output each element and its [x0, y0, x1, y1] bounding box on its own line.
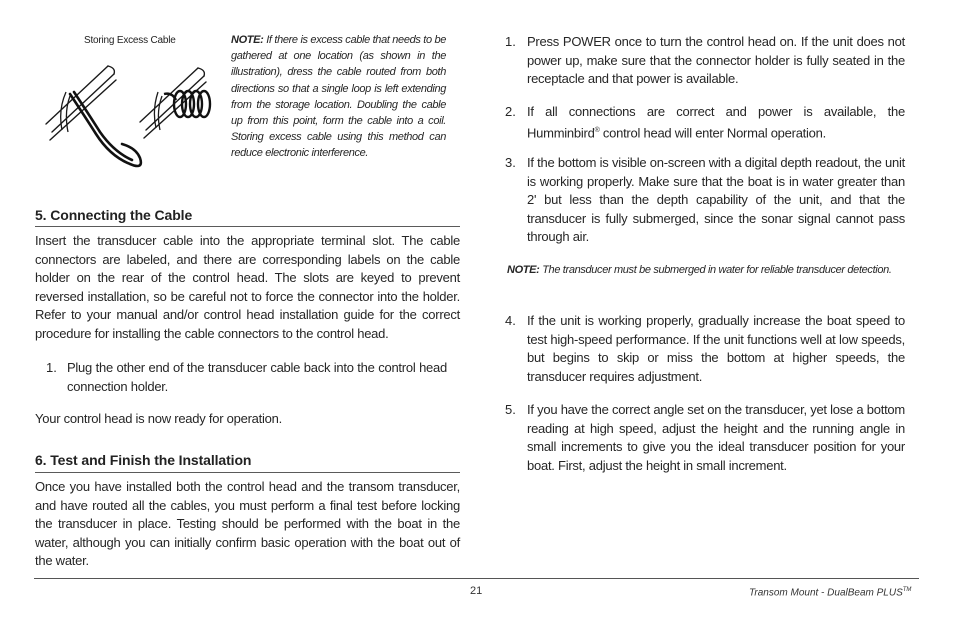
step-high-speed-test: If the unit is working properly, gradually increase the boat speed to test high-speed performance. If the unit functions well at low speeds, but begins to skip or miss the bottom at higher speeds, the transducer requires adjustment. [527, 313, 905, 384]
note-text: The transducer must be submerged in water for reliable transducer detection. [539, 264, 892, 276]
footer-title-text: Transom Mount - DualBeam PLUS [749, 587, 903, 599]
step-number: 4. [505, 313, 516, 328]
footer-title [749, 587, 911, 598]
note-label: NOTE: [507, 264, 540, 276]
cable-clips [61, 92, 162, 132]
step-adjust-height: If you have the correct angle set on the transducer, yet lose a bottom reading at high speed, adjust the height and the running angle in small increments to give you the ideal transducer position for your boat. First, adjust the height in small increment. [527, 402, 905, 473]
step-press-power: Press POWER once to turn the control head on. If the unit does not power up, make sure that the connector holder is fully seated in the receptacle and that power is available. [527, 34, 905, 87]
footer-divider [34, 578, 919, 579]
registered-mark: ® [594, 126, 600, 134]
section-heading-test-finish: 6. Test and Finish the Installation [35, 452, 252, 468]
note-label: NOTE: [231, 34, 264, 46]
page-number: 21 [470, 585, 483, 597]
cable-storage-illustration [40, 52, 220, 182]
note-text: If there is excess cable that needs to be gathered at one location (as shown in the illustration), dress the cable routed from both directions so that a single loop is left extending from the storage location. Doubling the cable up from this point, form the cable into a coil. Storing excess cable using this method can reduce electronic interference. [231, 34, 446, 160]
step-number: 1. [46, 360, 57, 375]
trademark-mark: TM [902, 587, 912, 593]
paragraph-ready: Your control head is now ready for operation. [35, 411, 282, 426]
step-text: control head will enter Normal operation. [599, 124, 827, 140]
step-number: 2. [505, 104, 516, 119]
figure-caption: Storing Excess Cable [84, 35, 176, 46]
heading-divider [35, 472, 460, 473]
step-number: 1. [505, 34, 516, 49]
step-connections-correct [527, 103, 905, 143]
note-transducer-submerged [507, 262, 905, 278]
heading-divider [35, 226, 460, 227]
step-bottom-visible: If the bottom is visible on-screen with a digital depth readout, the unit is working properly. Make sure that the boat is in water greater than 2' but less than the depth capability of the unit, and that the transducer is fully submerged, since the sonar signal cannot pass through air. [527, 155, 905, 245]
note-excess-cable [231, 32, 446, 162]
section-heading-connecting-cable: 5. Connecting the Cable [35, 207, 193, 223]
cable-single-loop [70, 92, 141, 166]
step-number: 3. [505, 155, 516, 170]
paragraph-test-finish: Once you have installed both the control head and the transom transducer, and have routed all the cables, you must perform a final test before locking the transducer in place. Testing should be performed with the boat in the water, although you can initially confirm basic operation with the boat out of the water. [35, 479, 460, 569]
step-plug-cable: Plug the other end of the transducer cable back into the control head connection holder. [67, 360, 447, 394]
paragraph-connecting-cable: Insert the transducer cable into the appropriate terminal slot. The cable connectors are labeled, and there are corresponding labels on the cable holder on the rear of the control head. The slots are keyed to prevent reversed installation, so be careful not to force the connector into the holder. Refer to your manual and/or control head installation guide for the correct procedure for installing the cable connectors to the control head. [35, 233, 460, 341]
step-text: If all connections are correct and power is available, the Humminbird [527, 104, 905, 140]
step-number: 5. [505, 402, 516, 417]
